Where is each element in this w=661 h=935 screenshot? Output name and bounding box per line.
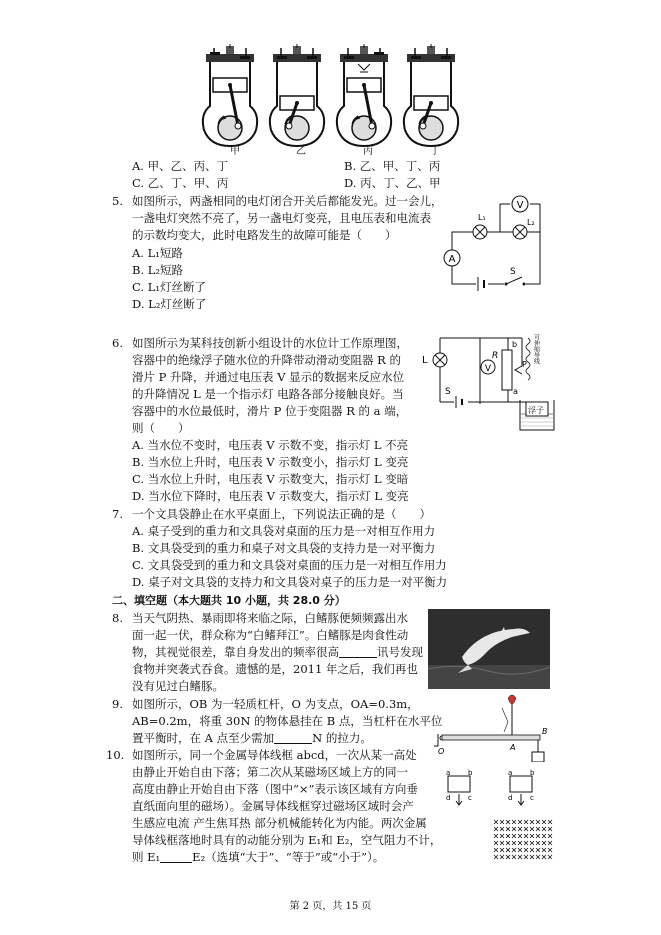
q6-line-2: 容器中的绝缘浮子随水位的升降带动滑动变阻器 R 的 (132, 353, 401, 367)
q5-circuit-figure (440, 192, 552, 292)
engine-bing (337, 44, 391, 146)
q9-line-3-text: 置平衡时，在 A 点至少需加 (132, 731, 275, 745)
q10-line-1: 如图所示，同一个金属导体线框 abcd，一次从某一高处 (132, 748, 417, 762)
engine-label-jia: 甲 (230, 146, 240, 157)
q5-line-2: 一盏电灯突然不亮了，另一盏电灯变亮，且电压表和电流表 (132, 211, 431, 225)
q6-wire-label: 可伸缩导线 (532, 334, 540, 364)
q6-lamp-label: L (422, 355, 428, 366)
q7-option-a: A. 桌子受到的重力和文具袋对桌面的压力是一对相互作用力 (132, 524, 436, 538)
svg-text:b: b (468, 769, 473, 777)
q10-line-5: 生感应电流 产生焦耳热 部分机械能转化为内能。两次金属 (132, 816, 427, 830)
q10-line-4: 直纸面向里的磁场）。金属导体线框穿过磁场区域时会产 (132, 799, 414, 813)
q5-option-c: C. L₁灯丝断了 (132, 280, 206, 294)
q7-number: 7. (112, 507, 123, 521)
q5-option-a: A. L₁短路 (132, 246, 183, 260)
q6-line-4: 的升降情况 L 是一个指示灯 电路各部分接触良好。当 (132, 387, 404, 401)
q5-line-1: 如图所示，两盏相同的电灯闭合开关后都能发光。过一会儿， (132, 194, 443, 208)
q7-option-c: C. 文具袋受到的重力和文具袋对桌面的压力是一对相互作用力 (132, 558, 447, 572)
q8-line-3-tail: 讯号发现 (377, 645, 423, 659)
q5-voltmeter-label: V (516, 200, 524, 211)
q10-line-7-text: 则 E₁ (132, 850, 161, 864)
q8-line-2: 面一起一伏，群众称为“白鳍拜江”。白鳍豚是肉食性动 (132, 628, 409, 642)
q9-a-label: A (510, 743, 516, 752)
q5-number: 5. (112, 194, 123, 208)
q9-b-label: B (542, 727, 548, 736)
q8-answer-blank[interactable] (339, 645, 377, 658)
q6-option-d: D. 当水位下降时，电压表 V 示数变大，指示灯 L 变亮 (132, 489, 409, 503)
q6-a-label: a (513, 387, 518, 396)
svg-text:a: a (508, 769, 513, 777)
svg-text:c: c (468, 794, 472, 802)
engine-label-yi: 乙 (296, 146, 306, 157)
q6-r-label: R (492, 351, 499, 361)
q9-number: 9. (112, 697, 123, 711)
svg-text:c: c (530, 794, 534, 802)
q6-water-level-figure (420, 330, 558, 434)
engine-ding (404, 44, 458, 146)
q6-float-label: 浮子 (528, 406, 544, 415)
q10-line-7-tail: E₂（选填“大于”、“等于”或“小于”）。 (192, 850, 385, 864)
q6-line-3: 滑片 P 升降，并通过电压表 V 显示的数据来反应水位 (132, 370, 405, 384)
q9-line-3 (132, 730, 372, 747)
svg-text:a: a (446, 769, 451, 777)
q8-number: 8. (112, 611, 123, 625)
q6-p-label: P (522, 360, 527, 369)
q4-option-c: C. 乙、丁、甲、丙 (132, 176, 229, 190)
q10-line-2: 由静止开始自由下落；第二次从某磁场区域上方的同一 (132, 765, 408, 779)
svg-text:b: b (530, 769, 535, 777)
q6-voltmeter-label: V (484, 364, 492, 374)
q10-number: 10. (106, 748, 125, 762)
q9-line-2: AB=0.2m，将重 30N 的物体悬挂在 B 点，当杠杆在水平位 (132, 714, 443, 728)
q8-line-3-text: 物，其视觉很差，靠自身发出的频率很高 (132, 645, 339, 659)
q5-ammeter-label: A (448, 254, 456, 265)
engine-yi (270, 44, 324, 146)
q5-line-3: 的示数均变大，此时电路发生的故障可能是（ ） (132, 228, 397, 242)
q5-switch-label: S (510, 267, 516, 277)
q6-switch-label: S (445, 387, 451, 397)
q10-frame-figure (440, 768, 554, 868)
page-footer: 第 2 页，共 15 页 (289, 901, 372, 912)
svg-text:d: d (508, 794, 513, 802)
q5-option-d: D. L₂灯丝断了 (132, 297, 207, 311)
q8-line-5: 没有见过白鳍豚。 (132, 679, 224, 693)
q9-o-label: O (438, 747, 445, 756)
q9-line-3-tail: N 的拉力。 (312, 731, 372, 745)
q7-option-b: B. 文具袋受到的重力和桌子对文具袋的支持力是一对平衡力 (132, 541, 436, 555)
q6-option-a: A. 当水位不变时，电压表 V 示数不变，指示灯 L 不亮 (132, 438, 409, 452)
q5-option-b: B. L₂短路 (132, 263, 184, 277)
q4-option-b: B. 乙、甲、丁、丙 (344, 159, 441, 173)
q7-option-d: D. 桌子对文具袋的支持力和文具袋对桌子的压力是一对平衡力 (132, 575, 448, 589)
q6-line-6: 则（ ） (132, 421, 190, 435)
q5-l2-label: L₂ (527, 218, 535, 227)
q10-line-3: 高度由静止开始自由下落（图中“×”表示该区域有方向垂 (132, 782, 418, 796)
q9-answer-blank[interactable] (274, 731, 312, 744)
q9-lever-figure (432, 692, 552, 762)
q10-line-7 (132, 849, 384, 866)
q8-line-1: 当天气阴热、暴雨即将来临之际，白鳍豚便频频露出水 (132, 611, 408, 625)
engine-jia (203, 44, 257, 146)
q10-answer-blank[interactable] (160, 850, 192, 863)
q6-option-b: B. 当水位上升时，电压表 V 示数变小，指示灯 L 变亮 (132, 455, 409, 469)
engine-label-bing: 丙 (363, 146, 373, 157)
dolphin-photo (428, 609, 550, 689)
q5-l1-label: L₁ (478, 213, 486, 222)
section-fill-in-heading: 二、填空题（本大题共 10 小题，共 28.0 分） (112, 594, 346, 607)
q6-line-1: 如图所示为某科技创新小组设计的水位计工作原理图， (132, 336, 408, 350)
q4-option-a: A. 甲、乙、丙、丁 (132, 159, 229, 173)
q7-stem: 一个文具袋静止在水平桌面上，下列说法正确的是（ ） (132, 507, 431, 521)
q6-number: 6. (112, 336, 123, 350)
q8-line-4: 食物并突袭式吞食。遗憾的是，2011 年之后，我们再也 (132, 662, 418, 676)
engine-label-ding: 丁 (430, 146, 440, 157)
q8-line-3 (132, 644, 423, 661)
q9-line-1: 如图所示，OB 为一轻质杠杆，O 为支点，OA=0.3m， (132, 697, 419, 711)
q10-line-6: 导体线框落地时具有的动能分别为 E₁和 E₂，空气阻力不计， (132, 833, 442, 847)
q6-option-c: C. 当水位上升时，电压表 V 示数变大，指示灯 L 变暗 (132, 472, 409, 486)
q6-line-5: 容器中的水位最低时，滑片 P 位于变阻器 R 的 a 端， (132, 404, 408, 418)
q4-option-d: D. 丙、丁、乙、甲 (344, 176, 441, 190)
svg-text:d: d (446, 794, 451, 802)
magnetic-field-region (494, 820, 552, 859)
q6-b-label: b (512, 340, 518, 349)
